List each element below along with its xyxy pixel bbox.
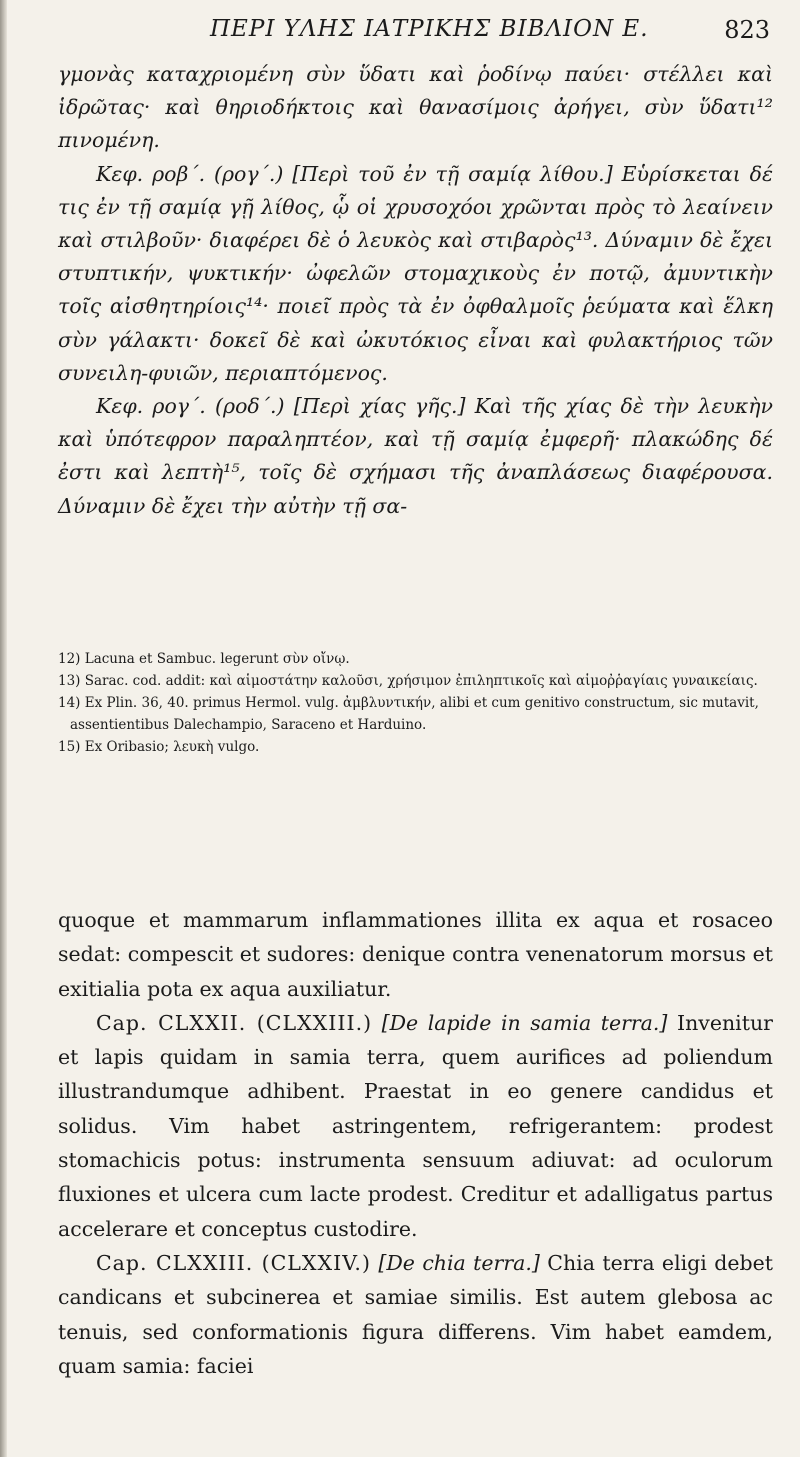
latin-chapter-paragraph — [58, 1246, 773, 1383]
page-number: 823 — [724, 16, 770, 44]
greek-paragraph: Κεφ. ροβ΄. (ρογ΄.) [Περὶ τοῦ ἐν τῇ σαμίᾳ λίθου.] Εὑρίσκεται δέ τις ἐν τῇ σαμίᾳ γῇ λίθος, ᾧ οἱ χρυσοχόοι χρῶνται πρὸς τὸ λεαίνειν καὶ στιλβοῦν· διαφέρει δὲ ὁ λευκὸς καὶ στιβαρὸς¹³. Δύναμιν δὲ ἔχει στυπτικήν, ψυκτικήν· ὠφελῶν στομαχικοὺς ἐν ποτῷ, ἀμυντικὴν τοῖς αἰσθητηρίοις¹⁴· ποιεῖ πρὸς τὰ ἐν ὀφθαλμοῖς ῥεύματα καὶ ἕλκη σὺν γάλακτι· δοκεῖ δὲ καὶ ὠκυτόκιος εἶναι καὶ φυλακτήριος τῶν συνειλη-φυιῶν, περιαπτόμενος. — [58, 161, 773, 385]
footnote: 14) Ex Plin. 36, 40. primus Hermol. vulg. ἀμβλυντικήν, alibi et cum genitivo constructum, sic mutavit, assentientibus Dalechampio, Saraceno et Harduino. — [58, 695, 759, 733]
chapter-text: Chia terra eligi debet candicans et subcinerea et samiae similis. Est autem glebosa ac tenuis, sed conformationis figura differens. Vim habet eamdem, quam samia: faciei — [58, 1250, 773, 1378]
greek-paragraph: Κεφ. ρογ΄. (ροδ΄.) [Περὶ χίας γῆς.] Καὶ τῆς χίας δὲ τὴν λευκὴν καὶ ὑπότεφρον παραληπτέον, καὶ τῇ σαμίᾳ ἐμφερῆ· πλακώδης δέ ἐστι καὶ λεπτὴ¹⁵, τοῖς δὲ σχήμασι τῆς ἀναπλάσεως διαφέρουσα. Δύναμιν δὲ ἔχει τὴν αὐτὴν τῇ σα- — [58, 394, 773, 518]
chapter-number: Cap. CLXXIII. (CLXXIV.) — [96, 1250, 371, 1275]
footnote: 13) Sarac. cod. addit: καὶ αἱμοστάτην καλοῦσι, χρήσιμον ἐπιληπτικοῖς καὶ αἱμοῤῥαγίαις γυναικείαις. — [58, 673, 758, 689]
latin-chapter-paragraph — [58, 1006, 773, 1246]
greek-paragraph: γμονὰς καταχριομένη σὺν ὕδατι καὶ ῥοδίνῳ παύει· στέλλει καὶ ἱδρῶτας· καὶ θηριοδήκτοις καὶ θανασίμοις ἀρήγει, σὺν ὕδατι¹² πινομένη. — [58, 62, 773, 153]
chapter-number: Cap. CLXXII. (CLXXIII.) — [96, 1010, 373, 1035]
footnotes — [58, 648, 773, 758]
chapter-title: [De lapide in samia terra.] — [381, 1010, 668, 1035]
chapter-title: [De chia terra.] — [378, 1250, 540, 1275]
greek-text — [58, 58, 773, 523]
footnote: 12) Lacuna et Sambuc. legerunt σὺν οἴνῳ. — [58, 651, 350, 667]
footnote: 15) Ex Oribasio; λευκὴ vulgo. — [58, 739, 260, 755]
latin-paragraph: quoque et mammarum inflammationes illita ex aqua et rosaceo sedat: compescit et sudores: denique contra venenatorum morsus et exitialia pota ex aqua auxiliatur. — [58, 908, 773, 1001]
page-gutter — [0, 0, 7, 1457]
page-header — [210, 10, 770, 54]
chapter-text: Invenitur et lapis quidam in samia terra, quem aurifices ad poliendum illustrandumque adhibent. Praestat in eo genere candidus et solidus. Vim habet astringentem, refrigerantem: prodest stomachicis potus: instrumenta sensuum adiuvat: ad oculorum fluxiones et ulcera cum lacte prodest. Creditur et adalligatus partus accelerare et conceptus custodire. — [58, 1010, 773, 1241]
latin-translation — [58, 903, 773, 1383]
running-head: ΠΕΡΙ ΥΛΗΣ ΙΑΤΡΙΚΗΣ ΒΙΒΛΙΟΝ Ε. — [210, 16, 649, 42]
